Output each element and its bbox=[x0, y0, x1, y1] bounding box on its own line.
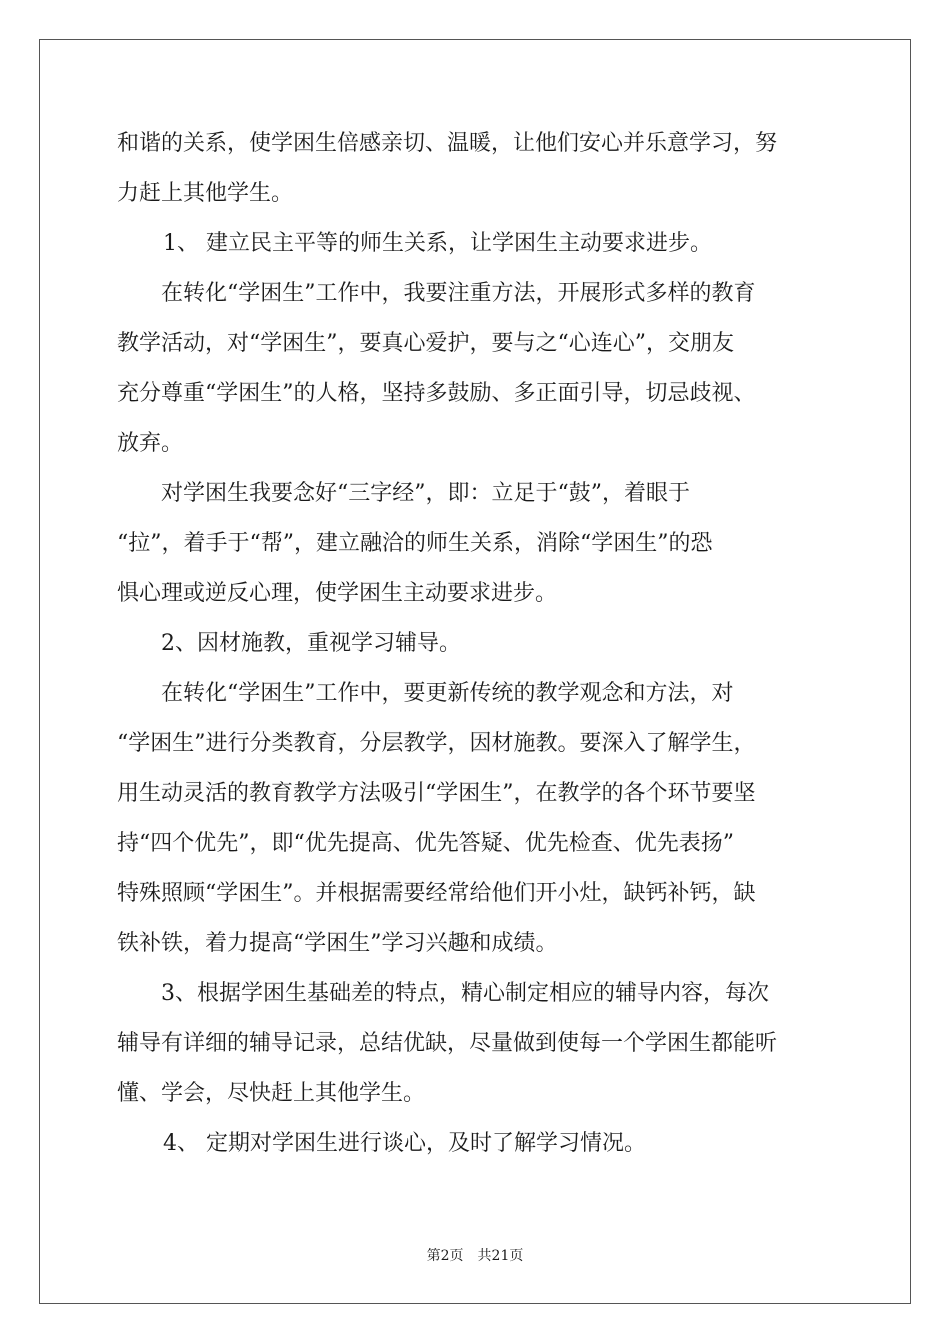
text-line: “拉”，着手于“帮”，建立融洽的师生关系，消除“学困生”的恐 bbox=[117, 531, 713, 556]
text-line: 教学活动，对“学困生”，要真心爱护，要与之“心连心”，交朋友 bbox=[117, 331, 734, 356]
text-line: 用生动灵活的教育教学方法吸引“学困生”，在教学的各个环节要坚 bbox=[117, 781, 756, 806]
text-line: 辅导有详细的辅导记录，总结优缺，尽量做到使每一个学困生都能听 bbox=[117, 1031, 778, 1056]
text-line: 力赶上其他学生。 bbox=[117, 181, 294, 206]
text-line: 持“四个优先”，即“优先提高、优先答疑、优先检查、优先表扬” bbox=[117, 831, 734, 856]
text-line: 3、根据学困生基础差的特点，精心制定相应的辅导内容，每次 bbox=[161, 981, 769, 1006]
text-line: 特殊照顾“学困生”。并根据需要经常给他们开小灶，缺钙补钙，缺 bbox=[117, 881, 756, 906]
text-line: 惧心理或逆反心理，使学困生主动要求进步。 bbox=[117, 581, 558, 606]
page-number: 第2页 bbox=[426, 1248, 464, 1264]
text-line: 懂、学会，尽快赶上其他学生。 bbox=[117, 1081, 426, 1106]
page-total: 共21页 bbox=[477, 1248, 524, 1264]
text-line: 充分尊重“学困生”的人格，坚持多鼓励、多正面引导，切忌歧视、 bbox=[117, 381, 756, 406]
text-line: 2、因材施教，重视学习辅导。 bbox=[161, 631, 461, 656]
text-line: 放弃。 bbox=[117, 431, 184, 456]
text-line: 对学困生我要念好“三字经”，即：立足于“鼓”，着眼于 bbox=[161, 481, 690, 506]
text-line: 和谐的关系，使学困生倍感亲切、温暖，让他们安心并乐意学习，努 bbox=[117, 131, 778, 156]
text-line: 在转化“学困生”工作中，我要注重方法，开展形式多样的教育 bbox=[161, 281, 756, 306]
text-line: 铁补铁，着力提高“学困生”学习兴趣和成绩。 bbox=[117, 931, 558, 956]
text-line: 在转化“学困生”工作中，要更新传统的教学观念和方法，对 bbox=[161, 681, 734, 706]
text-line: “学困生”进行分类教育，分层教学，因材施教。要深入了解学生， bbox=[117, 731, 756, 756]
text-line: 1、 建立民主平等的师生关系，让学困生主动要求进步。 bbox=[163, 231, 712, 256]
page-footer bbox=[0, 1246, 950, 1266]
text-line: 4、 定期对学困生进行谈心，及时了解学习情况。 bbox=[163, 1131, 646, 1156]
